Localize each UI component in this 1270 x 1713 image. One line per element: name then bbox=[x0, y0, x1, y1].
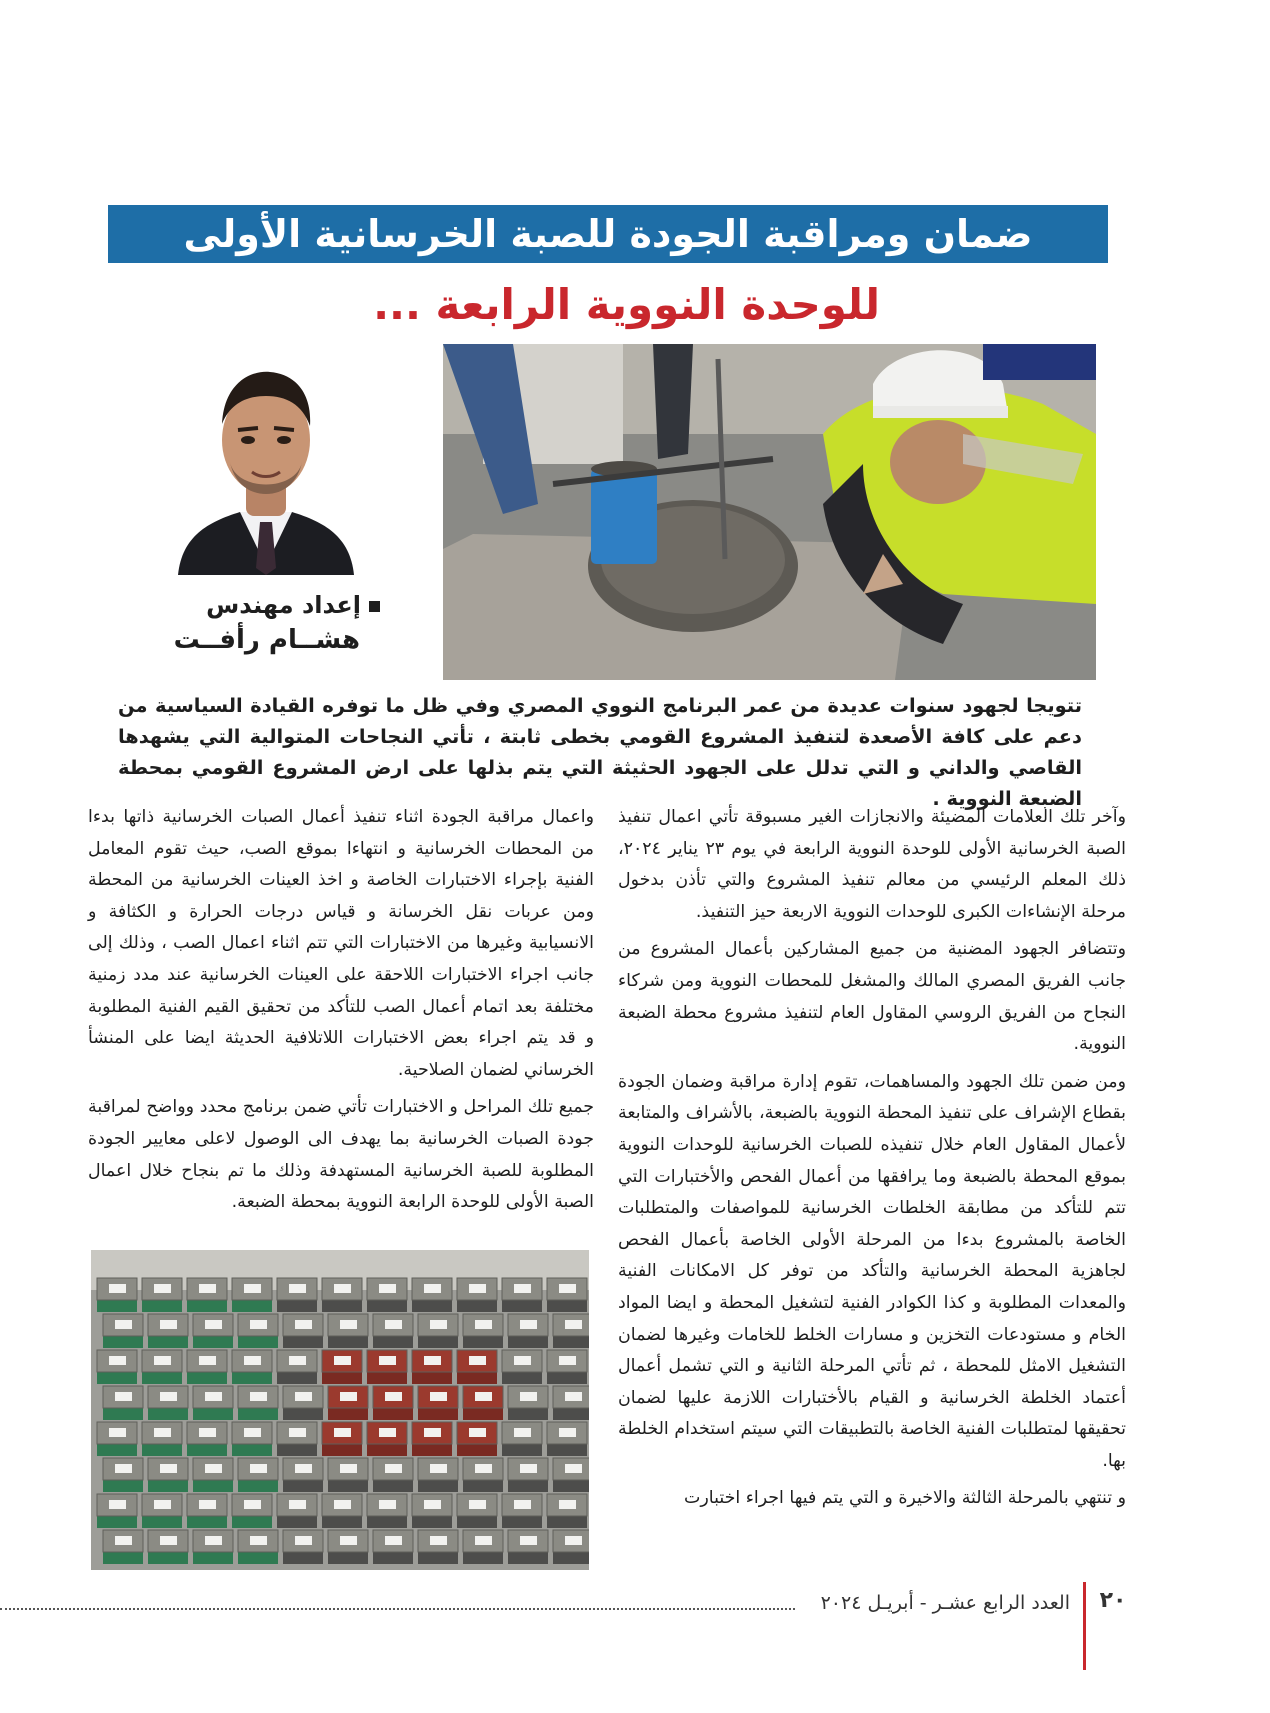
footer-issue: العدد الرابع عشـر - أبريـل ٢٠٢٤ bbox=[820, 1592, 1070, 1614]
footer-divider bbox=[1083, 1582, 1086, 1670]
footer-dotted-rule bbox=[0, 1608, 795, 1610]
title-line-1: ضمان ومراقبة الجودة للصبة الخرسانية الأولى bbox=[183, 212, 1033, 256]
column-left bbox=[88, 802, 594, 1225]
paragraph: و تنتهي بالمرحلة الثالثة والاخيرة و التي يتم فيها اجراء اختبارت bbox=[684, 1488, 1126, 1509]
paragraph: وآخر تلك العلامات المضيئة والانجازات الغير مسبوقة تأتي اعمال تنفيذ الصبة الخرسانية الأولى للوحدة النووية الرابعة في يوم ٢٣ يناير ٢٠٢٤، ذلك المعلم الرئيسي من معالم تنفيذ المشروع والتي تأذن بدخول مرحلة الإنشاءات الكبرى للوحدات النووية الاربعة حيز التنفيذ. bbox=[618, 807, 1126, 922]
bullet-square-icon bbox=[369, 601, 380, 612]
author-credit bbox=[140, 588, 380, 658]
paragraph: جميع تلك المراحل و الاختبارات تأتي ضمن برنامج محدد وواضح لمراقبة جودة الصبات الخرسانية بما يهدف الى الوصول لاعلى معايير الجودة المطلوبة للصبة الخرسانية المستهدفة وذلك ما تم بنجاح خلال اعمال الصبة الأولى للوحدة الرابعة النووية بمحطة الضبعة. bbox=[88, 1097, 594, 1213]
paragraph: ومن ضمن تلك الجهود والمساهمات، تقوم إدارة مراقبة وضمان الجودة بقطاع الإشراف على تنفيذ المحطة النووية بالضبعة، بالأشراف والمتابعة لأعمال المقاول العام خلال تنفيذه للصبات الخرسانية للوحدات النووية بموقع المحطة بالضبعة وما يرافقها من أعمال الفحص والأختبارات التي تتم للتأكد من مطابقة الخلطات الخرسانية للمواصفات والمتطلبات الخاصة بالمشروع بدءا من المرحلة الأولى الخاصة بأعمال الفحص لجاهزية المحطة الخرسانية والتأكد من توفر كل الامكانات الفنية والمعدات المطلوبة و كذا الكوادر الفنية لتشغيل المحطة و ايضا المواد الخام و مستودعات التخزين و مسارات الخلط للخامات وغيرها لضمان التشغيل الامثل للمحطة ، ثم تأتي المرحلة الثانية و التي تشمل أعمال أعتماد الخلطة الخرسانية و القيام بالأختبارات اللازمة عليها لضمان تحقيقها لمتطلبات الفنية الخاصة بالتطبيقات التي سيتم استخدام الخلطة بها. bbox=[618, 1071, 1126, 1471]
title-line-2: للوحدة النووية الرابعة ... bbox=[373, 280, 880, 329]
paragraph: وتتضافر الجهود المضنية من جميع المشاركين بأعمال المشروع من جانب الفريق المصري المالك والمشغل للمحطات النووية ومن شركاء النجاح من الفريق الروسي المقاول العام لتنفيذ مشروع محطة الضبعة النووية. bbox=[618, 939, 1126, 1055]
author-photo bbox=[172, 360, 360, 575]
paragraph: واعمال مراقبة الجودة اثناء تنفيذ أعمال الصبات الخرسانية ذاتها بدءا من المحطات الخرسانية و انتهاءا بموقع الصب، حيث تقوم المعامل الفنية بإجراء الاختبارات الخاصة و اخذ العينات الخرسانية من المحطة ومن عربات نقل الخرسانة و قياس درجات الحرارة و الكثافة و الانسيابية وغيرها من الاختبارات التي تتم اثناء اعمال الصب ، وذلك إلى جانب اجراء الاختبارات اللاحقة على العينات الخرسانية عند مدد زمنية مختلفة بعد اتمام أعمال الصب للتأكد من تحقيق القيم الفنية المطلوبة و قد يتم اجراء بعض الاختبارات اللاتلافية الحديثة ايضا على المنشأ الخرساني لضمان الصلاحية. bbox=[88, 807, 594, 1080]
page-number: ٢٠ bbox=[1099, 1588, 1127, 1613]
title-banner bbox=[108, 205, 1108, 263]
author-prefix: إعداد مهندس bbox=[140, 588, 380, 622]
author-name: هشــام رأفــت bbox=[173, 625, 360, 655]
intro-paragraph: تتويجا لجهود سنوات عديدة من عمر البرنامج النووي المصري وفي ظل ما توفره القيادة السياسية من دعم على كافة الأصعدة لتنفيذ المشروع القومي بخطى ثابتة ، تأتي النجاحات المتوالية التي يشهدها القاصي والداني و التي تدلل على الجهود الحثيثة التي يتم بذلها على ارض المشروع القومي بمحطة الضبعة النووية . bbox=[118, 694, 1082, 810]
column-right bbox=[618, 802, 1126, 1521]
concrete-test-photo bbox=[443, 344, 1096, 680]
concrete-samples-photo bbox=[91, 1250, 589, 1570]
